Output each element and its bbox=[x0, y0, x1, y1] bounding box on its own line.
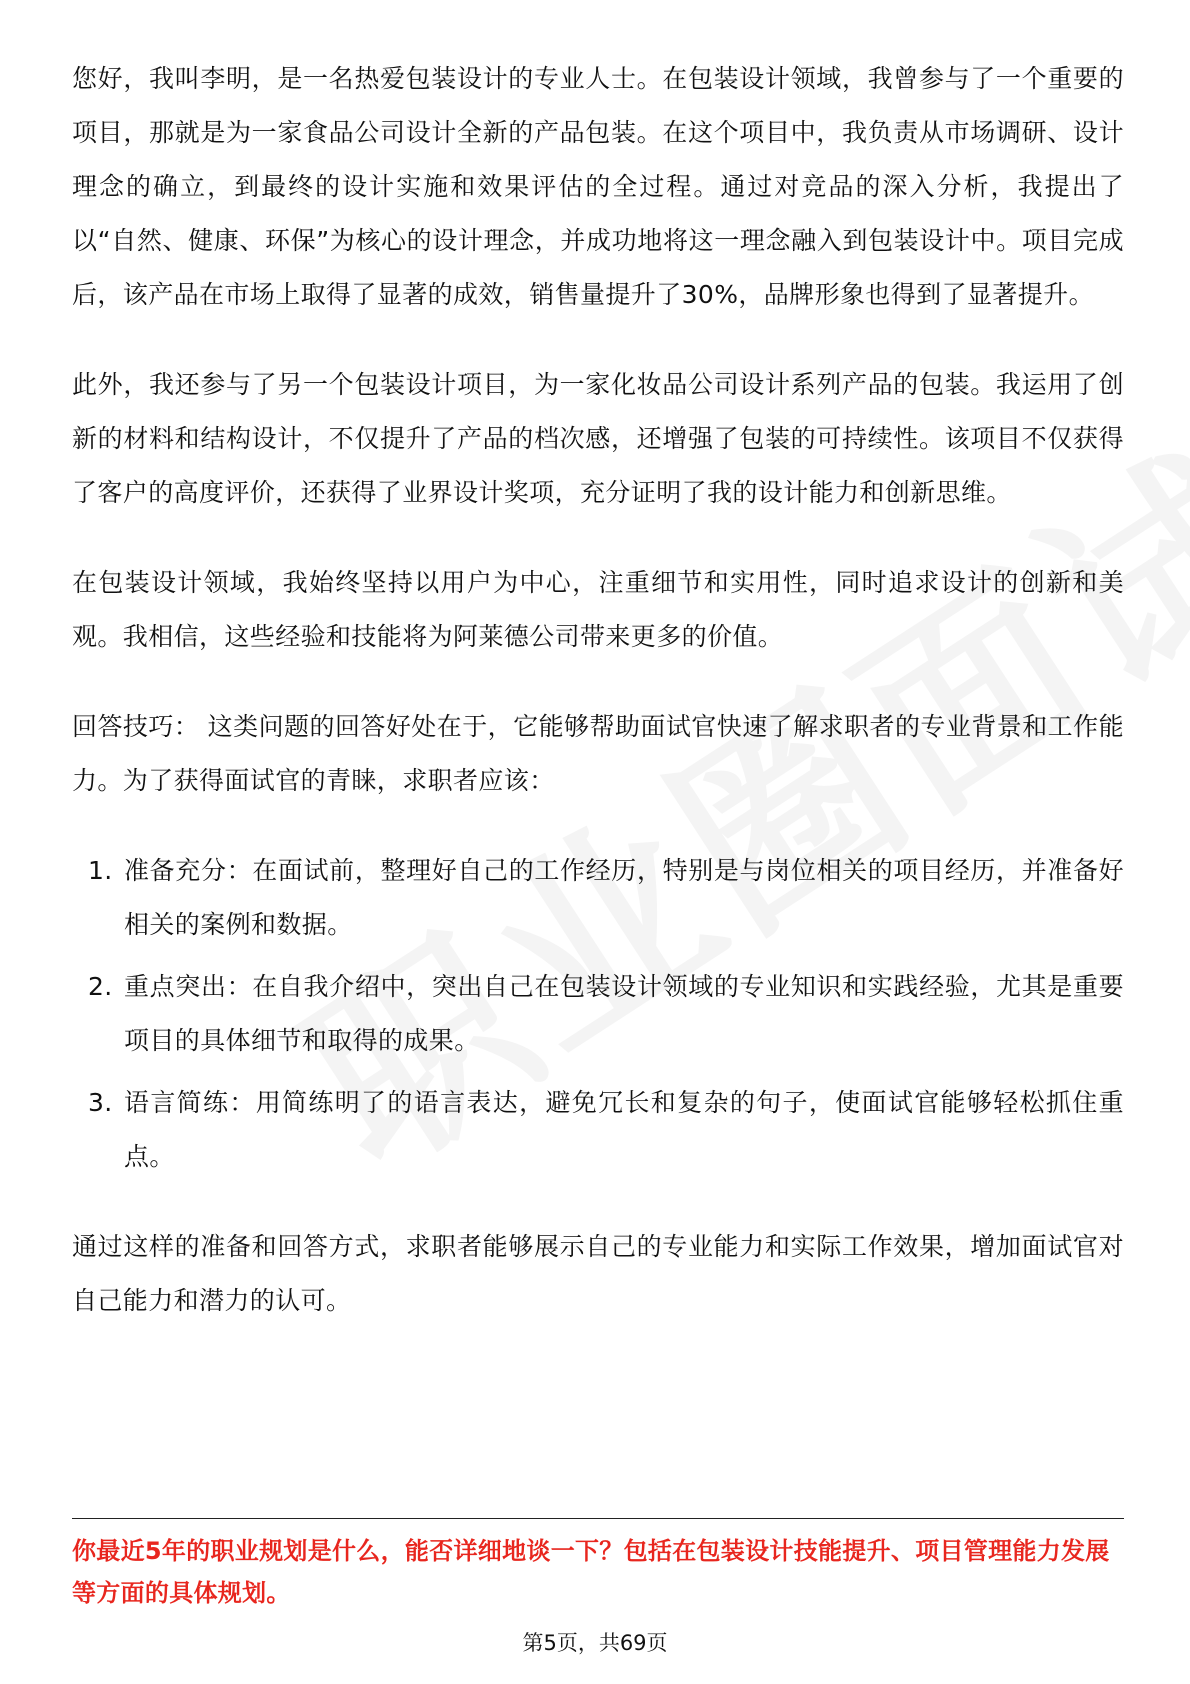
list-item-number: 1. bbox=[88, 856, 113, 885]
list-item-text: 语言简练：用简练明了的语言表达，避免冗长和复杂的句子，使面试官能够轻松抓住重点。 bbox=[124, 1088, 1124, 1171]
paragraph-intro: 您好，我叫李明，是一名热爱包装设计的专业人士。在包装设计领域，我曾参与了一个重要的项目，那就是为一家食品公司设计全新的产品包装。在这个项目中，我负责从市场调研、设计理念的确立，到最终的设计实施和效果评估的全过程。通过对竞品的深入分析，我提出了以“自然、健康、环保”为核心的设计理念，并成功地将这一理念融入到包装设计中。项目完成后，该产品在市场上取得了显著的成效，销售量提升了30%，品牌形象也得到了显著提升。 bbox=[72, 64, 1124, 309]
paragraph-philosophy: 在包装设计领域，我始终坚持以用户为中心，注重细节和实用性，同时追求设计的创新和美观。我相信，这些经验和技能将为阿莱德公司带来更多的价值。 bbox=[72, 568, 1124, 651]
paragraph-closing: 通过这样的准备和回答方式，求职者能够展示自己的专业能力和实际工作效果，增加面试官对自己能力和潜力的认可。 bbox=[72, 1232, 1124, 1315]
tips-list bbox=[72, 844, 1124, 1184]
list-item bbox=[72, 960, 1124, 1068]
paragraph-second-project: 此外，我还参与了另一个包装设计项目，为一家化妆品公司设计系列产品的包装。我运用了创新的材料和结构设计，不仅提升了产品的档次感，还增强了包装的可持续性。该项目不仅获得了客户的高度评价，还获得了业界设计奖项，充分证明了我的设计能力和创新思维。 bbox=[72, 370, 1124, 507]
document-body bbox=[72, 52, 1124, 1364]
paragraph-answer-tips: 回答技巧： 这类问题的回答好处在于，它能够帮助面试官快速了解求职者的专业背景和工作能力。为了获得面试官的青睐，求职者应该： bbox=[72, 712, 1124, 795]
list-item bbox=[72, 844, 1124, 952]
section-divider bbox=[72, 1518, 1124, 1519]
list-item-text: 准备充分：在面试前，整理好自己的工作经历，特别是与岗位相关的项目经历，并准备好相关的案例和数据。 bbox=[124, 856, 1124, 939]
page-footer: 第5页，共69页 bbox=[522, 1631, 668, 1655]
list-item-number: 3. bbox=[88, 1088, 113, 1117]
list-item bbox=[72, 1076, 1124, 1184]
list-item-text: 重点突出：在自我介绍中，突出自己在包装设计领域的专业知识和实践经验，尤其是重要项目的具体细节和取得的成果。 bbox=[124, 972, 1124, 1055]
list-item-number: 2. bbox=[88, 972, 113, 1001]
next-question-heading: 你最近5年的职业规划是什么，能否详细地谈一下？包括在包装设计技能提升、项目管理能力发展等方面的具体规划。 bbox=[72, 1537, 1110, 1607]
